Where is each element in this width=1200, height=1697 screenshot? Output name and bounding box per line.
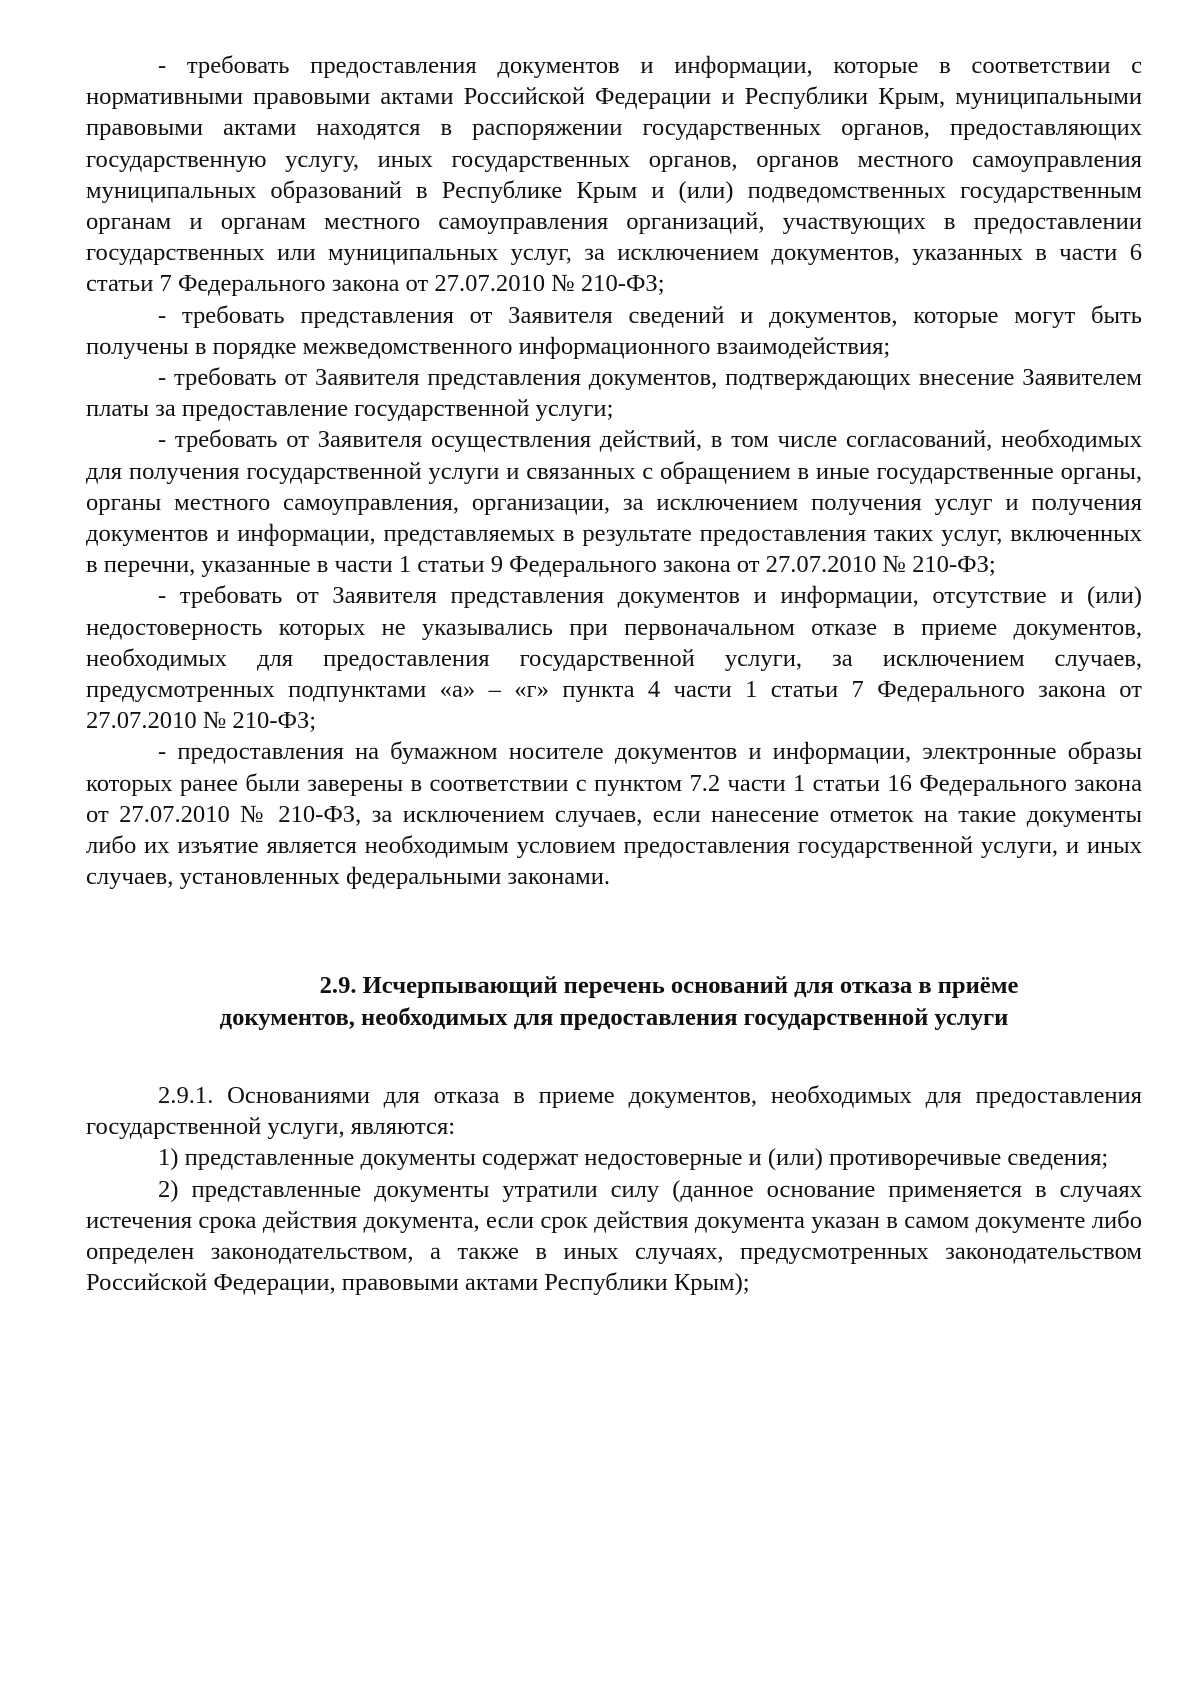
refusal-grounds-list (86, 1080, 1142, 1298)
paragraph: 1) представленные документы содержат недостоверные и (или) противоречивые сведения; (158, 1144, 1109, 1172)
paragraph: - требовать от Заявителя осуществления действий, в том числе согласований, необходимых для получения государственной услуги и связанных с обращением в иные государственные органы, органы местного самоуправления, организации, за исключением получения услуг и получения документов и информации, представляемых в результате предоставления таких услуг, включенных в перечни, указанные в части 1 статьи 9 Федерального закона от 27.07.2010 № 210-ФЗ; (86, 426, 1142, 579)
section-heading-line-2: документов, необходимых для предоставления государственной услуги (219, 1003, 1009, 1031)
section-heading (86, 970, 1142, 1032)
requirements-list (86, 50, 1142, 892)
paragraph: 2) представленные документы утратили силу (данное основание применяется в случаях истечения срока действия документа, если срок действия документа указан в самом документе либо определен законодательством, а также в иных случаях, предусмотренных законодательством Российской Федерации, правовыми актами Республики Крым); (86, 1175, 1142, 1297)
paragraph: 2.9.1. Основаниями для отказа в приеме документов, необходимых для предоставления государственной услуги, являются: (86, 1081, 1142, 1141)
paragraph: - требовать от Заявителя представления документов и информации, отсутствие и (или) недостоверность которых не указывались при первоначальном отказе в приеме документов, необходимых для предоставления государственной услуги, за исключением случаев, предусмотренных подпунктами «а» – «г» пункта 4 части 1 статьи 7 Федерального закона от 27.07.2010 № 210-ФЗ; (86, 582, 1142, 735)
paragraph: - требовать представления от Заявителя сведений и документов, которые могут быть получены в порядке межведомственного информационного взаимодействия; (86, 301, 1142, 360)
paragraph: - предоставления на бумажном носителе документов и информации, электронные образы которых ранее были заверены в соответствии с пунктом 7.2 части 1 статьи 16 Федерального закона от 27.07.2010 № 210-ФЗ, за исключением случаев, если нанесение отметок на такие документы либо их изъятие является необходимым условием предоставления государственной услуги, и иных случаев, установленных федеральными законами. (86, 738, 1142, 891)
paragraph: - требовать от Заявителя представления документов, подтверждающих внесение Заявителем платы за предоставление государственной услуги; (86, 364, 1142, 423)
paragraph: - требовать предоставления документов и информации, которые в соответствии с нормативными правовыми актами Российской Федерации и Республики Крым, муниципальными правовыми актами находятся в распоряжении государственных органов, предоставляющих государственную услугу, иных государственных органов, органов местного самоуправления муниципальных образований в Республике Крым и (или) подведомственных государственным органам и органам местного самоуправления организаций, участвующих в предоставлении государственных или муниципальных услуг, за исключением документов, указанных в части 6 статьи 7 Федерального закона от 27.07.2010 № 210-ФЗ; (86, 52, 1142, 298)
section-heading-line-1: 2.9. Исчерпывающий перечень оснований для отказа в приёме (319, 972, 1019, 1000)
